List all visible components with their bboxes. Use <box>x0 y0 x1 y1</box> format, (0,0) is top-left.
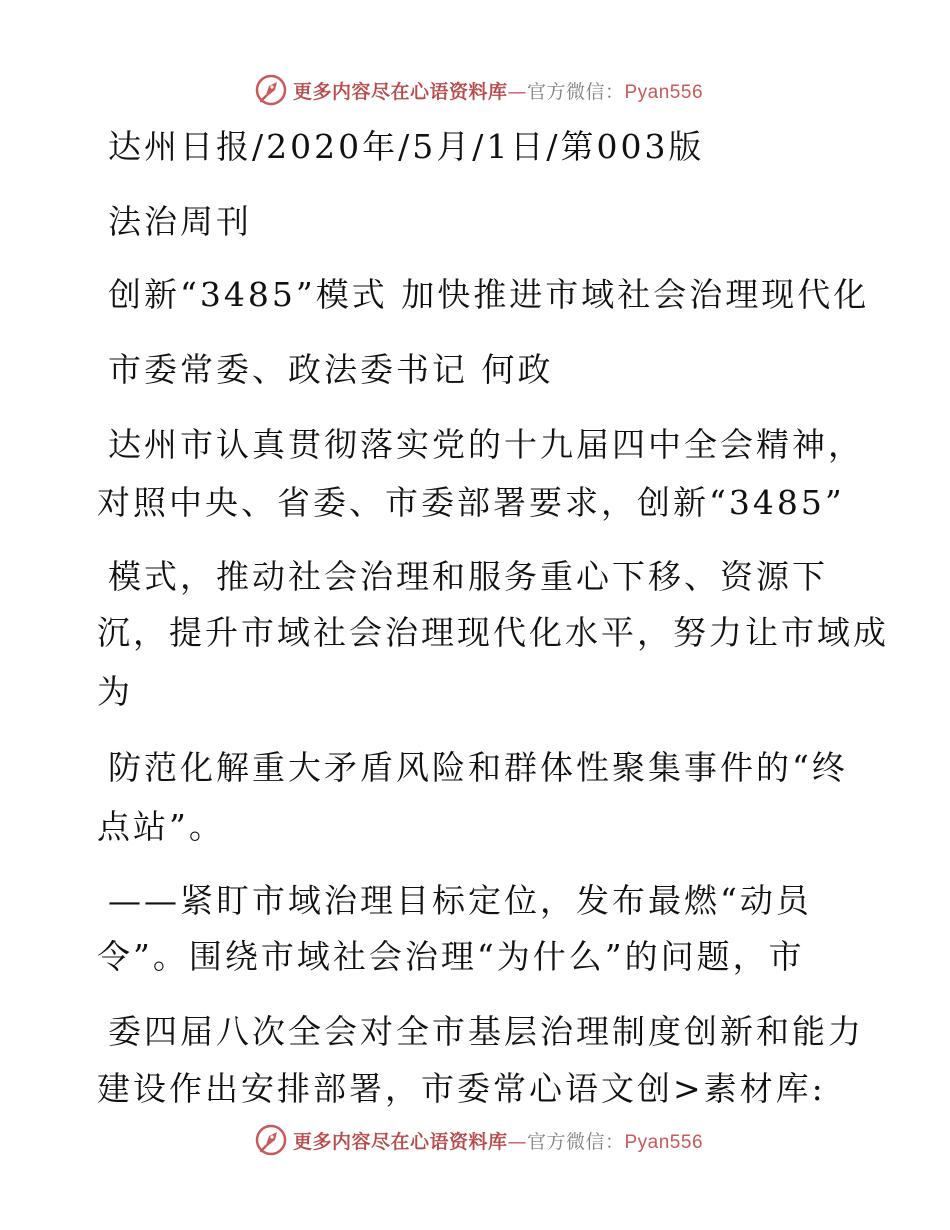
paragraph-line: 委四届八次全会对全市基层治理制度创新和能力 <box>108 1012 864 1051</box>
watermark-banner-top <box>0 70 950 110</box>
paragraph-line: 点站”。 <box>97 807 225 846</box>
paragraph-line: 对照中央、省委、市委部署要求，创新“3485” <box>97 483 845 522</box>
watermark-main-text: 更多内容尽在心语资料库 <box>292 80 508 103</box>
watermark-dash: — <box>507 1130 527 1153</box>
watermark-wechat-id: Pyan556 <box>624 1131 704 1153</box>
paragraph-line: ——紧盯市域治理目标定位，发布最燃“动员 <box>108 881 812 920</box>
document-column-name: 法治周刊 <box>108 202 252 241</box>
watermark-main-text: 更多内容尽在心语资料库 <box>292 1130 508 1153</box>
watermark-text <box>293 77 703 104</box>
paragraph-line: 模式，推动社会治理和服务重心下移、资源下 <box>108 557 828 596</box>
watermark-text <box>293 1127 703 1154</box>
paragraph-line: 令”。围绕市域社会治理“为什么”的问题，市 <box>97 937 805 976</box>
paragraph-line: 防范化解重大矛盾风险和群体性聚集事件的“终 <box>108 748 848 787</box>
watermark-wechat-label: 官方微信： <box>526 80 625 103</box>
document-headline: 创新“3485”模式 加快推进市域社会治理现代化 <box>108 275 870 314</box>
paragraph-line: 达州市认真贯彻落实党的十九届四中全会精神， <box>108 425 864 464</box>
pen-nib-logo-icon <box>255 74 287 106</box>
document-byline: 市委常委、政法委书记 何政 <box>108 350 554 389</box>
watermark-wechat-label: 官方微信： <box>526 1130 625 1153</box>
watermark-wechat-id: Pyan556 <box>624 81 704 103</box>
watermark-banner-bottom <box>0 1120 950 1160</box>
watermark-dash: — <box>507 80 527 103</box>
paragraph-line: 沉，提升市域社会治理现代化水平，努力让市域成 <box>97 613 889 652</box>
document-source-line: 达州日报/2020年/5月/1日/第003版 <box>108 127 705 166</box>
paragraph-line: 建设作出安排部署，市委常心语文创>素材库: <box>97 1069 826 1108</box>
paragraph-line: 为 <box>97 672 133 711</box>
pen-nib-logo-icon <box>255 1124 287 1156</box>
